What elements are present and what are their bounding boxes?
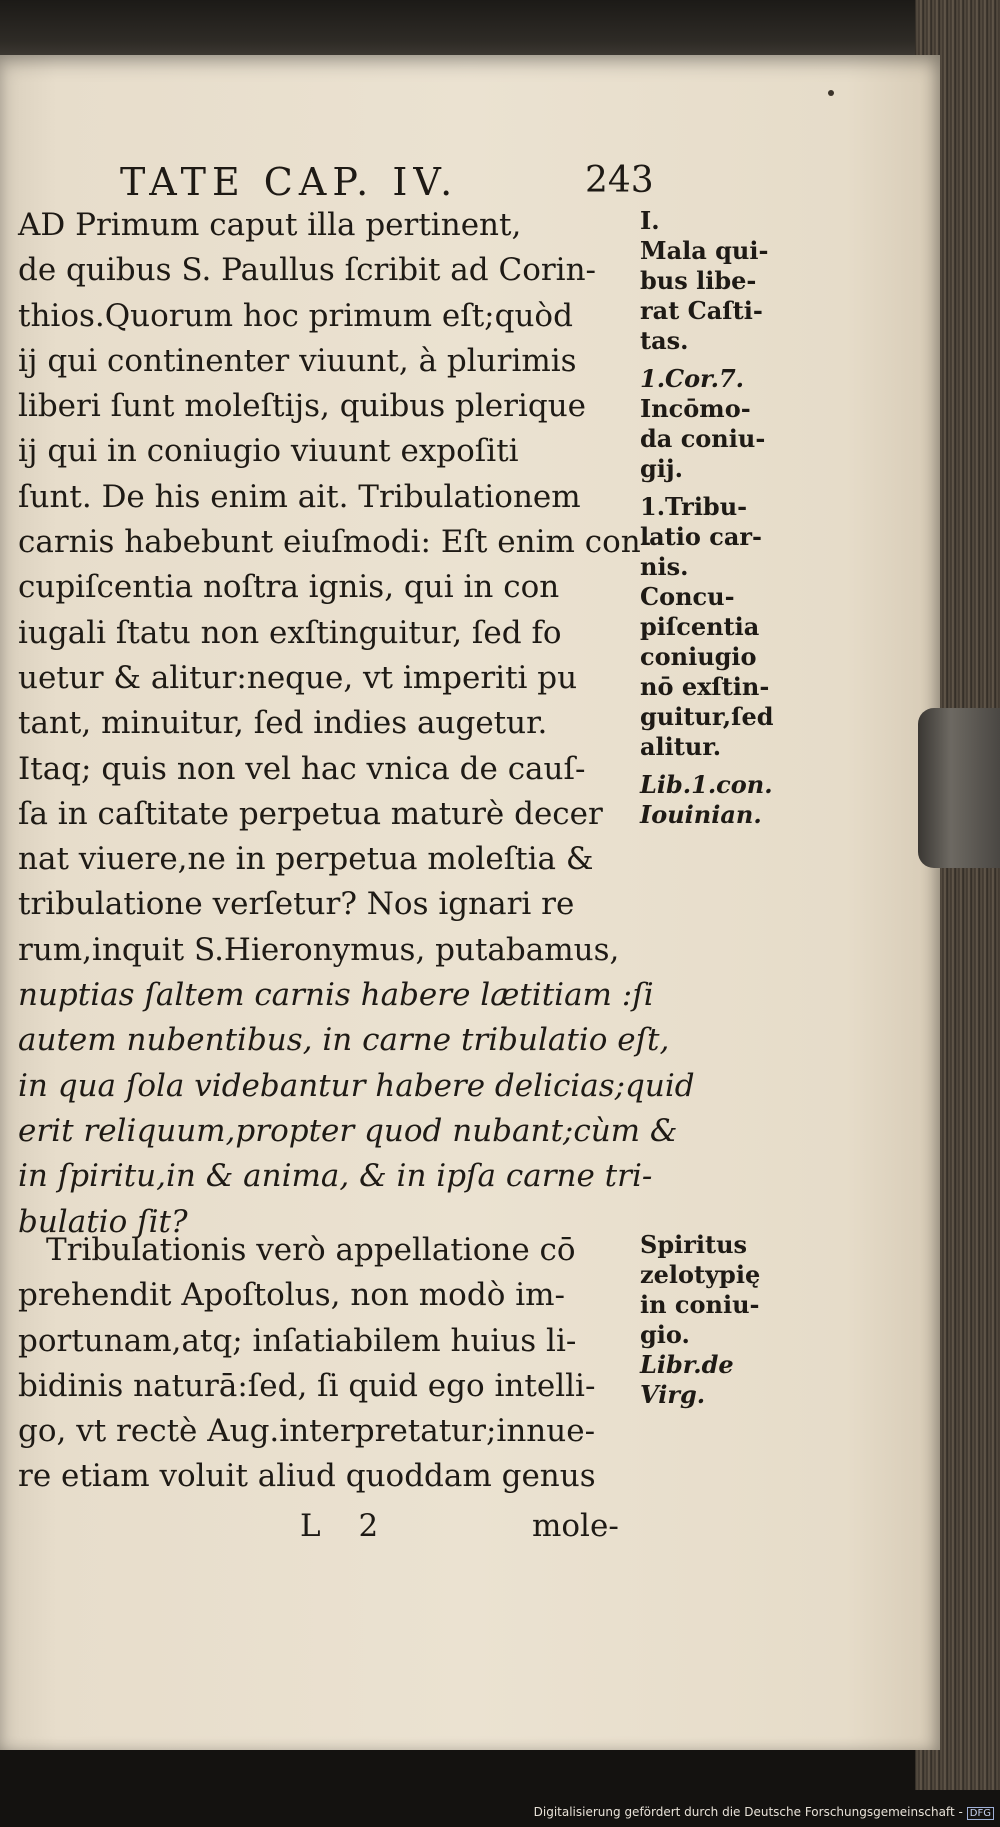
text-line: carnis habebunt eiuſmodi: Eſt enim con- <box>18 524 652 561</box>
quotation-line: in ſpiritu,in & anima, & in ipſa carne tri- <box>18 1158 653 1195</box>
note-gap <box>640 356 795 364</box>
note-gap <box>640 762 795 770</box>
margin-note: Virg. <box>640 1380 706 1409</box>
text-line: ſa in caſtitate perpetua maturè decer <box>18 795 603 832</box>
text-line: tribulatione verſetur? Nos ignari re <box>18 886 575 923</box>
catchword: mole- <box>532 1508 619 1544</box>
text-line: tant, minuitur, ſed indies augetur. <box>18 705 548 742</box>
margin-note: Concu- <box>640 582 735 611</box>
text-line: portunam,atq; inſatiabilem huius li- <box>18 1322 577 1359</box>
margin-note: Iouinian. <box>640 800 762 829</box>
text-line: rum,inquit S.Hieronymus, putabamus, <box>18 931 620 968</box>
text-line: iugali ſtatu non exſtinguitur, ſed fo <box>18 614 562 651</box>
margin-note: coniugio <box>640 642 757 671</box>
main-text-paragraph-2 <box>18 1228 643 1500</box>
digitization-credit <box>534 1805 994 1823</box>
text-line: AD Primum caput illa pertinent, <box>18 207 522 243</box>
margin-note: Incōmo- <box>640 394 751 423</box>
margin-note: nō exſtin- <box>640 672 770 701</box>
text-line: Itaq; quis non vel hac vnica de cauſ- <box>18 750 586 787</box>
margin-note: 1.Tribu- <box>640 492 748 521</box>
margin-note: piſcentia <box>640 612 760 641</box>
text-line: Tribulationis verò appellatione cō <box>46 1232 576 1268</box>
text-line: ij qui in coniugio viuunt expoſiti <box>18 433 519 470</box>
quotation-line: in qua ſola videbantur habere delicias;quid <box>18 1067 695 1104</box>
page-number: 243 <box>585 160 654 201</box>
text-line: ij qui continenter viuunt, à plurimis <box>18 342 577 379</box>
book-clasp <box>918 708 1000 868</box>
text-line: go, vt rectè Aug.interpretatur;innue- <box>18 1413 596 1450</box>
margin-note: I. <box>640 206 660 235</box>
margin-note: bus libe- <box>640 266 757 295</box>
text-line: nat viuere,ne in perpetua moleſtia & <box>18 841 594 878</box>
margin-note: tas. <box>640 326 689 355</box>
margin-note: gij. <box>640 454 683 483</box>
text-line: liberi ſunt moleſtijs, quibus plerique <box>18 388 587 425</box>
margin-note: 1.Cor.7. <box>640 364 745 393</box>
margin-note: zelotypię <box>640 1260 761 1289</box>
margin-note: guitur,ſed <box>640 702 774 731</box>
text-line: uetur & alitur:neque, vt imperiti pu <box>18 659 578 696</box>
quotation-line: nuptias ſaltem carnis habere lætitiam :ſi <box>18 977 654 1014</box>
quotation-line: autem nubentibus, in carne tribulatio eſt, <box>18 1022 670 1059</box>
margin-note: alitur. <box>640 732 722 761</box>
text-line: thios.Quorum hoc primum eſt;quòd <box>18 297 573 334</box>
margin-note: latio car- <box>640 522 763 551</box>
ink-speck <box>828 90 834 96</box>
margin-note: Spiritus <box>640 1230 748 1259</box>
text-line: re etiam voluit aliud quoddam genus <box>18 1458 596 1495</box>
margin-note: Lib.1.con. <box>640 770 773 799</box>
margin-note: rat Caſti- <box>640 296 763 325</box>
credit-text: Digitalisierung gefördert durch die Deutsche Forschungsgemeinschaft - <box>533 1805 963 1819</box>
marginal-notes-1 <box>640 206 795 830</box>
running-head: TATE CAP. IV. <box>120 160 459 204</box>
margin-note: gio. <box>640 1320 690 1349</box>
text-line: ſunt. De his enim ait. Tribulationem <box>18 478 581 515</box>
text-line: cupiſcentia noſtra ignis, qui in con <box>18 569 560 606</box>
signature-mark: L 2 <box>300 1508 393 1544</box>
dfg-logo: DFG <box>967 1807 994 1820</box>
margin-note: Libr.de <box>640 1350 734 1379</box>
text-line: prehendit Apoſtolus, non modò im- <box>18 1277 565 1314</box>
note-gap <box>640 484 795 492</box>
margin-note: Mala qui- <box>640 236 769 265</box>
text-line: bidinis naturā:ſed, ſi quid ego intelli- <box>18 1367 596 1404</box>
margin-note: da coniu- <box>640 424 766 453</box>
margin-note: nis. <box>640 552 689 581</box>
quotation-line: erit reliquum,propter quod nubant;cùm & <box>18 1112 678 1149</box>
margin-note: in coniu- <box>640 1290 760 1319</box>
quotation-line: bulatio ſit? <box>18 1203 188 1240</box>
marginal-notes-2 <box>640 1230 795 1410</box>
text-line: de quibus S. Paullus ſcribit ad Corin- <box>18 252 597 289</box>
catchline <box>300 1508 660 1553</box>
